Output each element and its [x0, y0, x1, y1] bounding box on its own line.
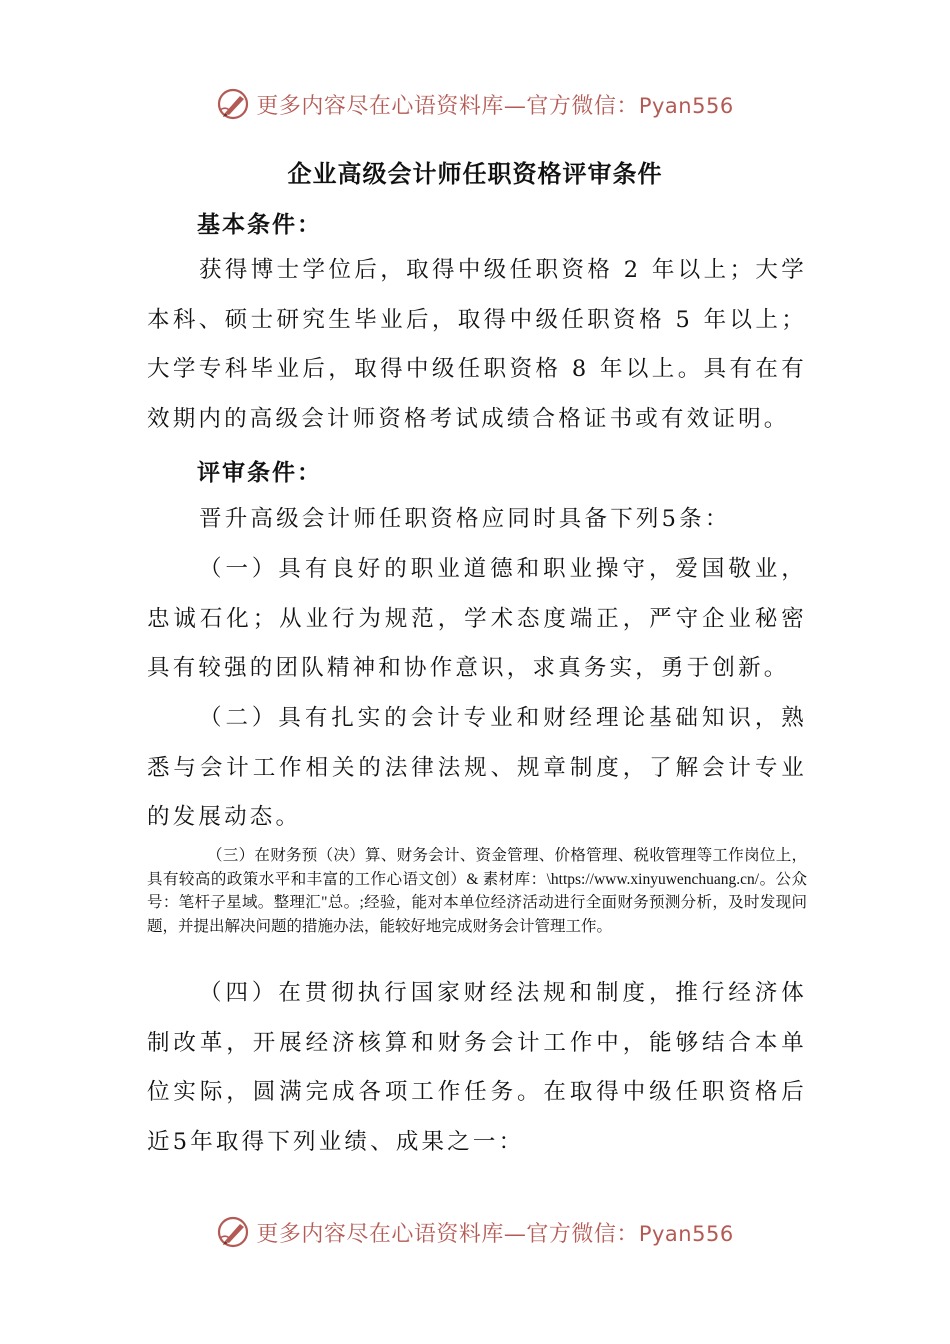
basic-conditions-heading: 基本条件： — [197, 211, 322, 238]
pen-logo-icon — [216, 86, 252, 122]
condition-item-3: （三）在财务预（决）算、财务会计、资金管理、价格管理、税收管理等工作岗位上，具有较高的政策水平和丰富的工作心语文创）& 素材库：\https://www.xinyuwenchuang.cn/。公众号：笔杆子星域。整理汇"总。;经验，能对本单位经济活动进行全面财务预测分析，及时发现问题，并提出解决问题的措施办法，能较好地完成财务会计管理工作。 — [147, 847, 807, 935]
banner-wechat-id: Pyan556 — [638, 1221, 734, 1246]
banner-text — [256, 89, 733, 120]
pen-logo-icon — [216, 1214, 252, 1250]
review-conditions-heading: 评审条件： — [197, 459, 322, 486]
header-banner — [0, 84, 950, 124]
footer-banner — [0, 1212, 950, 1252]
condition-item-4: （四）在贯彻执行国家财经法规和制度，推行经济体制改革，开展经济核算和财务会计工作中，能够结合本单位实际，圆满完成各项工作任务。在取得中级任职资格后近5年取得下列业绩、成果之一： — [147, 980, 807, 1155]
banner-cn: 更多内容尽在心语资料库—官方微信： — [256, 93, 639, 119]
banner-text — [256, 1217, 733, 1248]
condition-item-1: （一）具有良好的职业道德和职业操守，爱国敬业，忠诚石化；从业行为规范，学术态度端正，严守企业秘密具有较强的团队精神和协作意识，求真务实，勇于创新。 — [147, 556, 807, 681]
condition-item-2: （二）具有扎实的会计专业和财经理论基础知识，熟悉与会计工作相关的法律法规、规章制度，了解会计专业的发展动态。 — [147, 705, 807, 830]
review-intro-text: 晋升高级会计师任职资格应同时具备下列5条： — [199, 506, 731, 532]
banner-wechat-id: Pyan556 — [638, 93, 734, 118]
document-title: 企业高级会计师任职资格评审条件 — [287, 159, 663, 188]
basic-conditions-text: 获得博士学位后，取得中级任职资格 2 年以上；大学本科、硕士研究生毕业后，取得中级任职资格 5 年以上；大学专科毕业后，取得中级任职资格 8 年以上。具有在有效期内的高级会计师资格考试成绩合格证书或有效证明。 — [147, 257, 807, 432]
banner-cn: 更多内容尽在心语资料库—官方微信： — [256, 1221, 639, 1247]
